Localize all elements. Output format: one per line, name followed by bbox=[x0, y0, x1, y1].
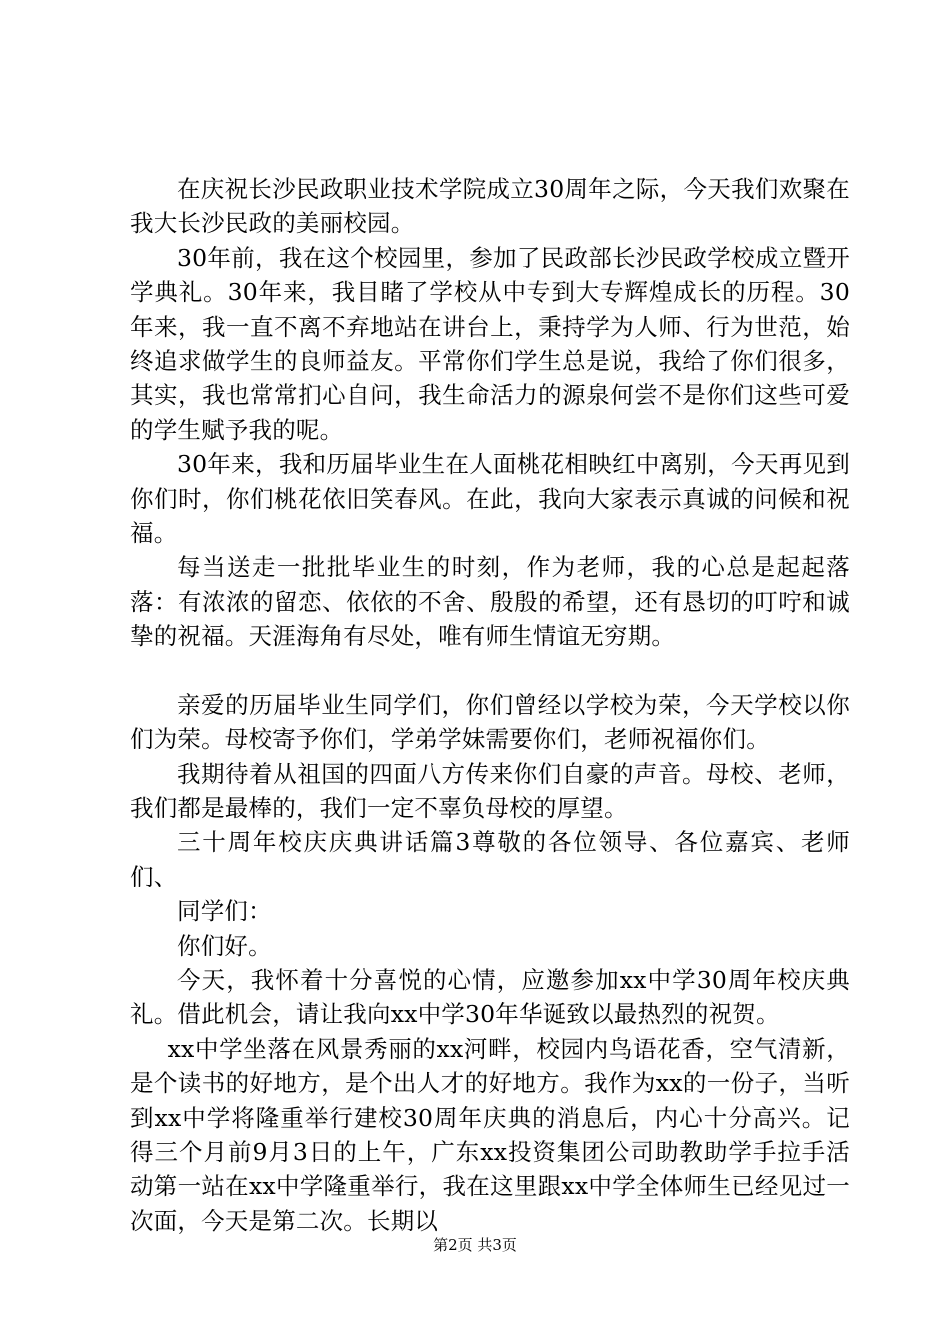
paragraph-6: 我期待着从祖国的四面八方传来你们自豪的声音。母校、老师，我们都是最棒的，我们一定不辜负母校的厚望。 bbox=[130, 759, 850, 822]
paragraph-8: 同学们： bbox=[177, 897, 272, 926]
paragraph-11: xx中学坐落在风景秀丽的xx河畔，校园内鸟语花香，空气清新，是个读书的好地方，是个出人才的好地方。我作为xx的一份子，当听到xx中学将隆重举行建校30周年庆典的消息后，内心十分高兴。记得三个月前9月3日的上午，广东xx投资集团公司助教助学手拉手活动第一站在xx中学隆重举行，我在这里跟xx中学全体师生已经见过一次面，今天是第二次。长期以 bbox=[130, 1034, 850, 1235]
paragraph-4: 每当送走一批批毕业生的时刻，作为老师，我的心总是起起落落：有浓浓的留恋、依依的不舍、殷殷的希望，还有恳切的叮咛和诚挚的祝福。天涯海角有尽处，唯有师生情谊无穷期。 bbox=[130, 553, 850, 651]
paragraph-1: 在庆祝长沙民政职业技术学院成立30周年之际，今天我们欢聚在我大长沙民政的美丽校园。 bbox=[130, 175, 850, 238]
paragraph-10: 今天，我怀着十分喜悦的心情，应邀参加xx中学30周年校庆典礼。借此机会，请让我向xx中学30年华诞致以最热烈的祝贺。 bbox=[130, 965, 850, 1029]
document-body bbox=[130, 172, 850, 1238]
page-number-label: 第2页 共3页 bbox=[433, 1236, 517, 1254]
paragraph-9: 你们好。 bbox=[177, 931, 272, 960]
paragraph-3: 30年来，我和历届毕业生在人面桃花相映红中离别，今天再见到你们时，你们桃花依旧笑春风。在此，我向大家表示真诚的问候和祝福。 bbox=[130, 450, 850, 548]
paragraph-2: 30年前，我在这个校园里，参加了民政部长沙民政学校成立暨开学典礼。30年来，我目睹了学校从中专到大专辉煌成长的历程。30年来，我一直不离不弃地站在讲台上，秉持学为人师、行为世范，始终追求做学生的良师益友。平常你们学生总是说，我给了你们很多，其实，我也常常扪心自问，我生命活力的源泉何尝不是你们这些可爱的学生赋予我的呢。 bbox=[130, 243, 850, 444]
paragraph-7: 三十周年校庆庆典讲话篇3尊敬的各位领导、各位嘉宾、老师们、 bbox=[130, 828, 850, 891]
page-footer bbox=[0, 1234, 950, 1256]
paragraph-5: 亲爱的历届毕业生同学们，你们曾经以学校为荣，今天学校以你们为荣。母校寄予你们，学弟学妹需要你们，老师祝福你们。 bbox=[130, 690, 850, 754]
